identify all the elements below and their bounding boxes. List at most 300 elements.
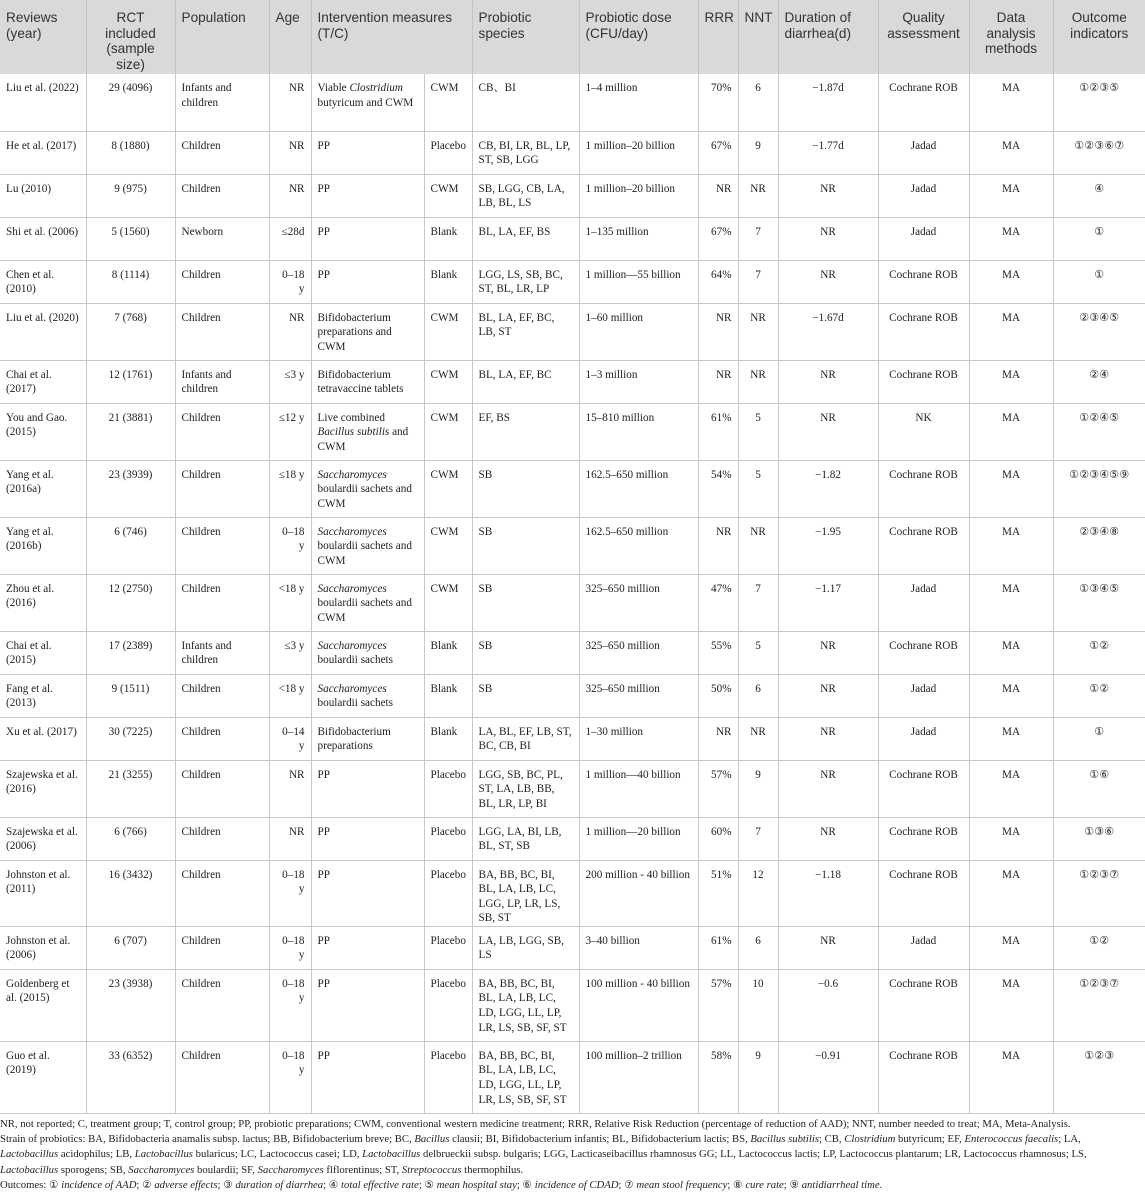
cell-method: MA (969, 860, 1053, 926)
cell-rrr: 60% (698, 817, 738, 860)
cell-rct: 9 (1511) (86, 674, 175, 717)
intervention-text: boulardii sachets (317, 654, 393, 667)
cell-review: Fang et al. (2013) (0, 674, 86, 717)
cell-population: Infants and children (175, 74, 269, 131)
cell-review: Chen et al. (2010) (0, 260, 86, 303)
cell-rct: 29 (4096) (86, 74, 175, 131)
cell-nnt: 9 (738, 131, 778, 174)
cell-review: Liu et al. (2020) (0, 303, 86, 360)
cell-intervention (311, 926, 424, 969)
footnote-segment: adverse effects (154, 1178, 218, 1191)
cell-population: Children (175, 260, 269, 303)
cell-control: CWM (424, 74, 472, 131)
cell-rct: 16 (3432) (86, 860, 175, 926)
table-row (0, 360, 1145, 403)
cell-method: MA (969, 260, 1053, 303)
intervention-genus: Saccharomyces (317, 468, 387, 481)
table-row (0, 574, 1145, 631)
cell-quality: Cochrane ROB (878, 260, 969, 303)
cell-quality: Cochrane ROB (878, 517, 969, 574)
header-age: Age (269, 0, 311, 74)
cell-intervention (311, 460, 424, 517)
footnote-segment: antidiarrheal time (801, 1178, 880, 1191)
cell-dose: 1 million–20 billion (579, 131, 698, 174)
cell-rct: 7 (768) (86, 303, 175, 360)
cell-species: SB (472, 674, 579, 717)
cell-duration: −1.95 (778, 517, 878, 574)
cell-control: Blank (424, 674, 472, 717)
footnote-segment: clausii; BI, Bifidobacterium infantis; BL, Bifidobacterium lactis; BS, (449, 1133, 751, 1146)
cell-species: SB (472, 631, 579, 674)
intervention-text: butyricum and CWM (317, 96, 414, 109)
cell-rct: 17 (2389) (86, 631, 175, 674)
cell-outcomes: ①② (1053, 631, 1145, 674)
cell-rct: 8 (1114) (86, 260, 175, 303)
cell-species: BL, LA, EF, BC (472, 360, 579, 403)
footnote-segment: ; ⑨ (783, 1178, 802, 1191)
cell-review: Zhou et al. (2016) (0, 574, 86, 631)
cell-nnt: NR (738, 174, 778, 217)
footnote-segment: Lactobacillus (0, 1163, 59, 1176)
cell-intervention (311, 760, 424, 817)
cell-age: <18 y (269, 574, 311, 631)
header-duration: Duration of diarrhea(d) (778, 0, 878, 74)
cell-rrr: NR (698, 517, 738, 574)
cell-nnt: 7 (738, 817, 778, 860)
footnote-segment: delbrueckii subsp. bulgaris; LGG, Lacticaseibacillus rhamnosus GG; LL, Lactococcus lactis; LP, Lactococcus plantarum; LR, Lactococcus rhamnosus; LS, (420, 1148, 1087, 1161)
cell-outcomes: ②④ (1053, 360, 1145, 403)
cell-nnt: 6 (738, 74, 778, 131)
cell-intervention (311, 174, 424, 217)
cell-outcomes: ①⑥ (1053, 760, 1145, 817)
cell-rct: 5 (1560) (86, 217, 175, 260)
cell-review: Szajewska et al. (2016) (0, 760, 86, 817)
cell-age: NR (269, 817, 311, 860)
cell-nnt: 5 (738, 460, 778, 517)
header-species: Probiotic species (472, 0, 579, 74)
cell-duration: −1.82 (778, 460, 878, 517)
cell-rrr: 67% (698, 131, 738, 174)
cell-duration: −1.18 (778, 860, 878, 926)
cell-intervention (311, 403, 424, 460)
cell-quality: Cochrane ROB (878, 631, 969, 674)
cell-outcomes: ①②④⑤ (1053, 403, 1145, 460)
cell-age: ≤3 y (269, 360, 311, 403)
table-row (0, 303, 1145, 360)
cell-rrr: 67% (698, 217, 738, 260)
cell-dose: 1–60 million (579, 303, 698, 360)
cell-rct: 33 (6352) (86, 1041, 175, 1113)
cell-control: CWM (424, 403, 472, 460)
intervention-genus: Clostridium (349, 82, 403, 94)
footnote-segment: . (879, 1178, 883, 1191)
cell-dose: 162.5–650 million (579, 517, 698, 574)
table-row (0, 517, 1145, 574)
cell-method: MA (969, 131, 1053, 174)
cell-rrr: 57% (698, 760, 738, 817)
cell-method: MA (969, 303, 1053, 360)
cell-method: MA (969, 174, 1053, 217)
intervention-text: boulardii sachets and CWM (317, 483, 412, 510)
cell-population: Children (175, 674, 269, 717)
cell-dose: 1–30 million (579, 717, 698, 760)
cell-age: ≤18 y (269, 460, 311, 517)
intervention-text: PP (317, 182, 330, 195)
intervention-text: and CWM (317, 426, 409, 453)
footnote-segment: incidence of AAD (61, 1178, 137, 1191)
cell-duration: NR (778, 217, 878, 260)
footnote-segment: Bacillus (414, 1133, 450, 1146)
cell-quality: Cochrane ROB (878, 360, 969, 403)
cell-rrr: NR (698, 303, 738, 360)
cell-nnt: 9 (738, 760, 778, 817)
cell-intervention (311, 674, 424, 717)
table-row (0, 860, 1145, 926)
table-row (0, 674, 1145, 717)
cell-rrr: 50% (698, 674, 738, 717)
cell-rct: 12 (2750) (86, 574, 175, 631)
cell-outcomes: ④ (1053, 174, 1145, 217)
cell-species: LA, LB, LGG, SB, LS (472, 926, 579, 969)
cell-population: Children (175, 926, 269, 969)
cell-nnt: 7 (738, 574, 778, 631)
cell-nnt: 6 (738, 674, 778, 717)
footnote-segment: ; ⑤ (418, 1178, 437, 1191)
cell-rct: 30 (7225) (86, 717, 175, 760)
cell-species: BL, LA, EF, BC, LB, ST (472, 303, 579, 360)
cell-rrr: 61% (698, 403, 738, 460)
cell-review: Goldenberg et al. (2015) (0, 969, 86, 1041)
cell-review: Johnston et al. (2011) (0, 860, 86, 926)
cell-age: ≤3 y (269, 631, 311, 674)
footnote-segment: mean stool frequency (636, 1178, 728, 1191)
header-method: Data analysis methods (969, 0, 1053, 74)
footnote-segment: Bacillus subtilis (750, 1133, 819, 1146)
cell-population: Children (175, 517, 269, 574)
cell-population: Children (175, 969, 269, 1041)
cell-intervention (311, 517, 424, 574)
intervention-text: Bifidobacterium tetravaccine tablets (317, 368, 404, 396)
cell-duration: NR (778, 717, 878, 760)
cell-rrr: NR (698, 360, 738, 403)
footnote-segment: Strain of probiotics: BA, Bifidobacteria anamalis subsp. lactus; BB, Bifidobacterium breve; BC, (0, 1133, 415, 1146)
cell-outcomes: ①②③④⑤⑨ (1053, 460, 1145, 517)
footnote-segment: incidence of CDAD (534, 1178, 619, 1191)
cell-population: Children (175, 817, 269, 860)
cell-review: Lu (2010) (0, 174, 86, 217)
header-rrr: RRR (698, 0, 738, 74)
cell-rrr: 57% (698, 969, 738, 1041)
intervention-text: PP (317, 268, 330, 281)
cell-dose: 325–650 million (579, 674, 698, 717)
footnote-outcomes (0, 1178, 1140, 1193)
cell-age: ≤12 y (269, 403, 311, 460)
cell-duration: −1.17 (778, 574, 878, 631)
table-row (0, 260, 1145, 303)
cell-rct: 6 (746) (86, 517, 175, 574)
cell-age: ≤28d (269, 217, 311, 260)
cell-rrr: NR (698, 717, 738, 760)
cell-species: SB (472, 460, 579, 517)
cell-dose: 100 million–2 trillion (579, 1041, 698, 1113)
cell-dose: 325–650 million (579, 631, 698, 674)
header-population: Population (175, 0, 269, 74)
cell-duration: NR (778, 260, 878, 303)
footnote-segment: cure rate (745, 1178, 784, 1191)
cell-outcomes: ②③④⑤ (1053, 303, 1145, 360)
footnote-segment: ; ⑥ (516, 1178, 535, 1191)
cell-duration: NR (778, 631, 878, 674)
header-row (0, 0, 1145, 74)
intervention-text: PP (317, 768, 330, 781)
cell-quality: Cochrane ROB (878, 860, 969, 926)
header-quality: Quality assessment (878, 0, 969, 74)
cell-control: Blank (424, 260, 472, 303)
cell-control: Blank (424, 631, 472, 674)
cell-rct: 21 (3255) (86, 760, 175, 817)
cell-control: CWM (424, 360, 472, 403)
cell-outcomes: ②③④⑧ (1053, 517, 1145, 574)
cell-control: CWM (424, 460, 472, 517)
cell-age: 0–18 y (269, 926, 311, 969)
table-footnotes (0, 1117, 1140, 1193)
cell-quality: Jadad (878, 674, 969, 717)
cell-population: Children (175, 1041, 269, 1113)
cell-population: Children (175, 303, 269, 360)
cell-population: Children (175, 860, 269, 926)
cell-age: NR (269, 131, 311, 174)
header-rct: RCT included (sample size) (86, 0, 175, 74)
cell-quality: Jadad (878, 174, 969, 217)
cell-intervention (311, 574, 424, 631)
cell-control: Blank (424, 717, 472, 760)
cell-rct: 6 (707) (86, 926, 175, 969)
cell-control: Placebo (424, 1041, 472, 1113)
table-row (0, 403, 1145, 460)
cell-review: Xu et al. (2017) (0, 717, 86, 760)
cell-control: Placebo (424, 860, 472, 926)
footnote-segment: ; ⑦ (618, 1178, 637, 1191)
cell-population: Children (175, 131, 269, 174)
header-nnt: NNT (738, 0, 778, 74)
cell-dose: 1 million—20 billion (579, 817, 698, 860)
intervention-text: PP (317, 1049, 330, 1062)
footnote-segment: bularicus; LC, Lactococcus casei; LD, (192, 1148, 363, 1161)
table-row (0, 717, 1145, 760)
cell-dose: 200 million - 40 billion (579, 860, 698, 926)
cell-population: Children (175, 460, 269, 517)
cell-intervention (311, 74, 424, 131)
footnote-segment: total effective rate (341, 1178, 419, 1191)
header-intervention: Intervention measures (T/C) (311, 0, 472, 74)
footnote-segment: butyricum; EF, (895, 1133, 965, 1146)
cell-quality: Jadad (878, 217, 969, 260)
cell-method: MA (969, 360, 1053, 403)
cell-method: MA (969, 1041, 1053, 1113)
cell-population: Children (175, 403, 269, 460)
cell-age: 0–18 y (269, 969, 311, 1041)
table-row (0, 926, 1145, 969)
cell-method: MA (969, 517, 1053, 574)
cell-duration: NR (778, 174, 878, 217)
cell-review: Chai et al. (2017) (0, 360, 86, 403)
intervention-text: Viable (317, 82, 350, 94)
cell-intervention (311, 860, 424, 926)
cell-review: Yang et al. (2016a) (0, 460, 86, 517)
cell-nnt: NR (738, 717, 778, 760)
cell-dose: 3–40 billion (579, 926, 698, 969)
cell-quality: Cochrane ROB (878, 303, 969, 360)
intervention-text: PP (317, 825, 330, 838)
cell-rct: 21 (3881) (86, 403, 175, 460)
cell-review: Yang et al. (2016b) (0, 517, 86, 574)
cell-population: Children (175, 717, 269, 760)
cell-intervention (311, 260, 424, 303)
cell-outcomes: ① (1053, 717, 1145, 760)
cell-dose: 1 million—55 billion (579, 260, 698, 303)
cell-species: LGG, LS, SB, BC, ST, BL, LR, LP (472, 260, 579, 303)
cell-rrr: 70% (698, 74, 738, 131)
footnote-segment: ; LA, (1058, 1133, 1081, 1146)
intervention-text: PP (317, 868, 330, 881)
cell-intervention (311, 969, 424, 1041)
footnote-segment: flflorentinus; ST, (323, 1163, 402, 1176)
cell-nnt: NR (738, 303, 778, 360)
cell-method: MA (969, 817, 1053, 860)
intervention-text: boulardii sachets and CWM (317, 540, 412, 567)
cell-outcomes: ① (1053, 260, 1145, 303)
cell-population: Infants and children (175, 360, 269, 403)
footnote-abbreviations: NR, not reported; C, treatment group; T, control group; PP, probiotic preparations; CWM, conventional western medicine treatment; RRR, Relative Risk Reduction (percentage of reduction of AAD); NNT, number needed to treat; MA, Meta-Analysis. (0, 1118, 1071, 1130)
cell-outcomes: ①②③⑤ (1053, 74, 1145, 131)
cell-outcomes: ①②③ (1053, 1041, 1145, 1113)
cell-intervention (311, 817, 424, 860)
cell-control: Placebo (424, 817, 472, 860)
intervention-genus: Saccharomyces (317, 639, 387, 652)
cell-quality: Cochrane ROB (878, 817, 969, 860)
cell-rrr: 58% (698, 1041, 738, 1113)
cell-nnt: NR (738, 360, 778, 403)
cell-review: Szajewska et al. (2006) (0, 817, 86, 860)
cell-outcomes: ①③④⑤ (1053, 574, 1145, 631)
cell-species: SB (472, 517, 579, 574)
footnote-segment: Lactobacillus (362, 1148, 421, 1161)
cell-dose: 1–135 million (579, 217, 698, 260)
intervention-text: boulardii sachets and CWM (317, 597, 412, 624)
cell-dose: 162.5–650 million (579, 460, 698, 517)
footnote-segment: Clostridium (844, 1133, 896, 1146)
cell-duration: NR (778, 926, 878, 969)
cell-duration: −1.77d (778, 131, 878, 174)
cell-method: MA (969, 574, 1053, 631)
cell-method: MA (969, 926, 1053, 969)
cell-population: Newborn (175, 217, 269, 260)
cell-age: NR (269, 303, 311, 360)
cell-species: SB, LGG, CB, LA, LB, BL, LS (472, 174, 579, 217)
intervention-text: PP (317, 934, 330, 947)
cell-population: Infants and children (175, 631, 269, 674)
table-row (0, 460, 1145, 517)
cell-rct: 9 (975) (86, 174, 175, 217)
footnote-segment: thermophilus. (461, 1163, 524, 1176)
footnote-segment: sporogens; SB, (58, 1163, 129, 1176)
header-dose: Probiotic dose (CFU/day) (579, 0, 698, 74)
table-row (0, 174, 1145, 217)
footnote-segment: Saccharomyces (257, 1163, 324, 1176)
cell-duration: NR (778, 360, 878, 403)
cell-control: Placebo (424, 760, 472, 817)
cell-intervention (311, 1041, 424, 1113)
cell-quality: Jadad (878, 717, 969, 760)
cell-species: CB, BI, LR, BL, LP, ST, SB, LGG (472, 131, 579, 174)
cell-rct: 23 (3939) (86, 460, 175, 517)
header-outcomes: Outcome indicators (1053, 0, 1145, 74)
cell-intervention (311, 360, 424, 403)
intervention-text: PP (317, 139, 330, 152)
cell-review: Chai et al. (2015) (0, 631, 86, 674)
cell-age: 0–14 y (269, 717, 311, 760)
cell-species: BA, BB, BC, BI, BL, LA, LB, LC, LD, LGG, LL, LP, LR, LS, SB, SF, ST (472, 1041, 579, 1113)
cell-species: LA, BL, EF, LB, ST, BC, CB, BI (472, 717, 579, 760)
cell-intervention (311, 631, 424, 674)
cell-quality: Cochrane ROB (878, 1041, 969, 1113)
footnote-segment: ; ② (136, 1178, 155, 1191)
cell-control: Placebo (424, 926, 472, 969)
cell-dose: 15–810 million (579, 403, 698, 460)
cell-age: NR (269, 174, 311, 217)
table-row (0, 631, 1145, 674)
cell-method: MA (969, 631, 1053, 674)
cell-nnt: 12 (738, 860, 778, 926)
cell-age: 0–18 y (269, 860, 311, 926)
intervention-text: Bifidobacterium preparations (317, 725, 391, 753)
cell-duration: −0.6 (778, 969, 878, 1041)
cell-control: CWM (424, 174, 472, 217)
cell-review: Johnston et al. (2006) (0, 926, 86, 969)
footnote-segment: Streptococcus (401, 1163, 462, 1176)
cell-intervention (311, 303, 424, 360)
cell-rrr: 51% (698, 860, 738, 926)
cell-control: Blank (424, 217, 472, 260)
cell-outcomes: ①②③⑥⑦ (1053, 131, 1145, 174)
table-row (0, 131, 1145, 174)
cell-method: MA (969, 969, 1053, 1041)
intervention-genus: Saccharomyces (317, 682, 387, 695)
cell-dose: 1 million—40 billion (579, 760, 698, 817)
intervention-text: Live combined (317, 411, 385, 424)
cell-review: You and Gao. (2015) (0, 403, 86, 460)
cell-rct: 23 (3938) (86, 969, 175, 1041)
cell-duration: −0.91 (778, 1041, 878, 1113)
intervention-text: PP (317, 977, 330, 990)
cell-nnt: 7 (738, 217, 778, 260)
cell-population: Children (175, 174, 269, 217)
cell-nnt: 6 (738, 926, 778, 969)
cell-quality: Jadad (878, 131, 969, 174)
cell-method: MA (969, 217, 1053, 260)
cell-control: Placebo (424, 969, 472, 1041)
cell-review: Liu et al. (2022) (0, 74, 86, 131)
cell-species: BL, LA, EF, BS (472, 217, 579, 260)
cell-quality: Cochrane ROB (878, 74, 969, 131)
cell-duration: NR (778, 674, 878, 717)
cell-nnt: 10 (738, 969, 778, 1041)
cell-intervention (311, 217, 424, 260)
cell-outcomes: ①③⑥ (1053, 817, 1145, 860)
cell-rct: 12 (1761) (86, 360, 175, 403)
cell-population: Children (175, 760, 269, 817)
cell-age: NR (269, 74, 311, 131)
